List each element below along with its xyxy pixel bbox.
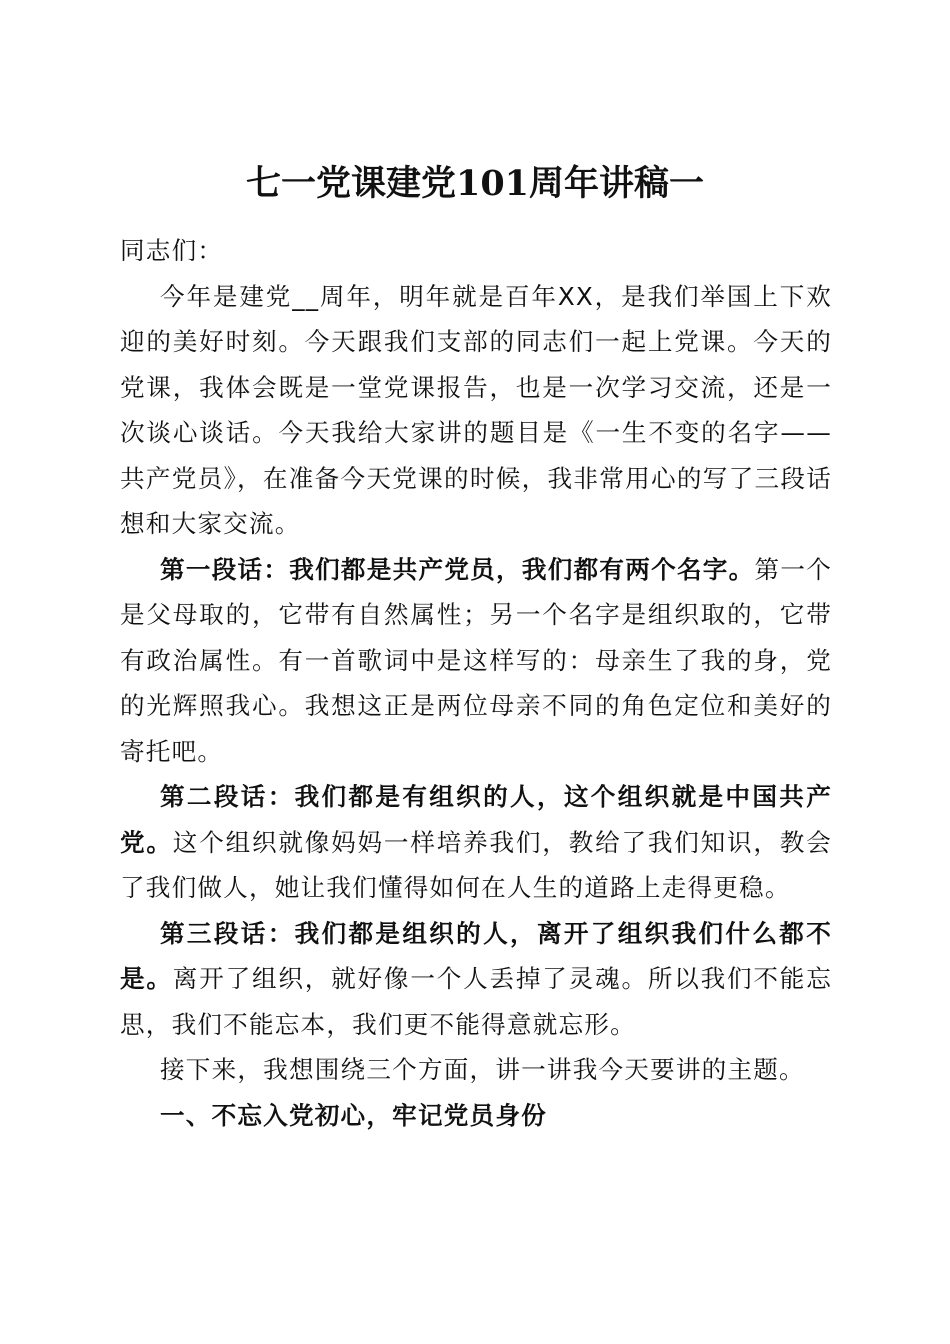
section-heading-1: 一、不忘入党初心，牢记党员身份 <box>160 1100 547 1130</box>
paragraph-third-point-text: 离开了组织，就好像一个人丢掉了灵魂。所以我们不能忘思，我们不能忘本，我们更不能得意就忘形。 <box>120 964 832 1039</box>
paragraph-transition <box>120 1047 832 1093</box>
paragraph-transition-text: 接下来，我想围绕三个方面，讲一讲我今天要讲的主题。 <box>160 1055 805 1084</box>
paragraph-second-point <box>120 774 832 911</box>
paragraph-first-point-lead: 第一段话：我们都是共产党员，我们都有两个名字。 <box>160 554 755 584</box>
paragraph-second-point-lead: 第二段话：我们都是有组织的人，这个组织就是中国共产党。 <box>120 782 832 857</box>
paragraph-intro <box>120 274 832 547</box>
document-body <box>120 228 832 1138</box>
paragraph-first-point-text: 第一个是父母取的，它带有自然属性；另一个名字是组织取的，它带有政治属性。有一首歌词中是这样写的：母亲生了我的身，党的光辉照我心。我想这正是两位母亲不同的角色定位和美好的寄托吧。 <box>120 554 832 766</box>
paragraph-third-point-lead: 第三段话：我们都是组织的人，离开了组织我们什么都不是。 <box>120 918 832 993</box>
paragraph-second-point-text: 这个组织就像妈妈一样培养我们，教给了我们知识，教会了我们做人，她让我们懂得如何在人生的道路上走得更稳。 <box>120 827 832 902</box>
salutation: 同志们： <box>120 236 224 265</box>
paragraph-third-point <box>120 911 832 1048</box>
document-title: 七一党课建党101周年讲稿一 <box>245 163 705 205</box>
paragraph-intro-text: 今年是建党__周年，明年就是百年XX，是我们举国上下欢迎的美好时刻。今天跟我们支部的同志们一起上党课。今天的党课，我体会既是一堂党课报告，也是一次学习交流，还是一次谈心谈话。今天我给大家讲的题目是《一生不变的名字——共产党员》，在准备今天党课的时候，我非常用心的写了三段话想和大家交流。 <box>120 281 832 538</box>
paragraph-first-point <box>120 547 832 775</box>
